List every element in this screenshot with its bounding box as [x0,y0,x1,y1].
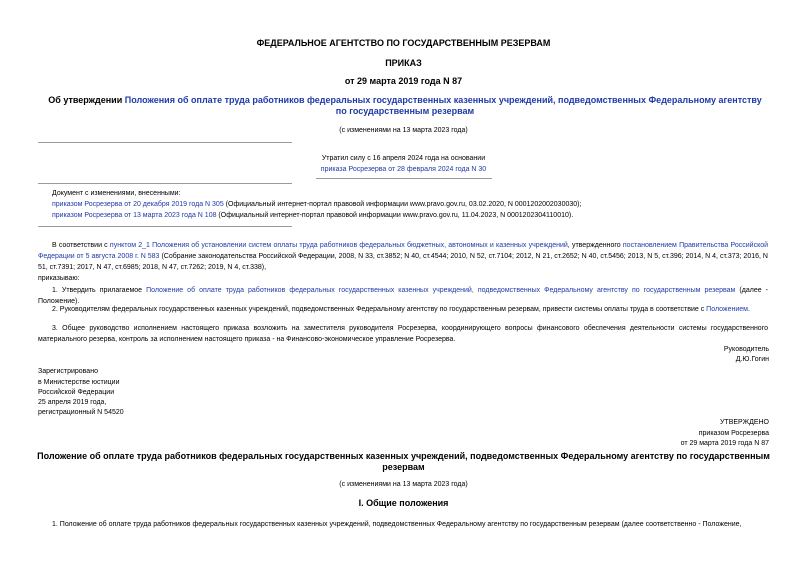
registration-line-4: 25 апреля 2019 года, [38,399,107,406]
regulation-paragraph-1: 1. Положение об оплате труда работников федеральных государственных казенных учреждений, подведомственных Федеральному агентству по государственным резервам (далее соответственно - Положение, [52,521,742,528]
registration-line-3: Российской Федерации [38,389,115,396]
doc-title-prefix: Об утверждении [48,95,125,105]
approval-line-3: от 29 марта 2019 года N 87 [680,440,769,447]
p1-text-a: 1. Утвердить прилагаемое [52,287,147,294]
changes-link-2[interactable]: приказом Росрезерва от 13 марта 2023 года N 108 [52,212,217,219]
preamble-link-2[interactable]: постановлением Правительства Российской Федерации от 5 августа 2008 г. N 583 [38,242,769,260]
divider [38,226,292,227]
regulation-amendments: (с изменениями на 13 марта 2023 года) [339,481,468,488]
divider [38,142,292,143]
divider [316,178,492,179]
amendments-note: (с изменениями на 13 марта 2023 года) [339,127,468,134]
p1-link[interactable]: Положение об оплате труда работников федеральных государственных казенных учреждений, подведомственных Федеральному агентству по государственным резервам [146,287,736,294]
agency-name: ФЕДЕРАЛЬНОЕ АГЕНТСТВО ПО ГОСУДАРСТВЕННЫМ РЕЗЕРВАМ [256,38,551,48]
preamble-text-b: , утвержденного [567,242,623,249]
registration-line-1: Зарегистрировано [38,368,98,375]
order-word: приказываю: [38,275,80,282]
expired-link[interactable]: приказа Росрезерва от 28 февраля 2024 года N 30 [320,166,487,173]
divider [38,183,292,184]
regulation-title-line-2: резервам [382,462,425,472]
regulation-link[interactable]: Положения об оплате труда работников федеральных государственных казенных учреждений, подведомственных Федеральному агентству по государственным резервам [124,95,762,116]
paragraph-preamble [38,240,768,273]
changes-link-1[interactable]: приказом Росрезерва от 20 декабря 2019 года N 305 [52,201,224,208]
signature-name: Д.Ю.Гогин [735,356,769,363]
registration-line-5: регистрационный N 54520 [38,409,124,416]
expired-line: Утратил силу с 16 апреля 2024 года на основании [321,155,486,162]
section-heading: I. Общие положения [358,498,449,508]
preamble-text-c: (Собрание законодательства Российской Федерации, 2008, N 33, ст.3852; N 40, ст.4544; 2010, N 52, ст.7104; 2012, N 21, ст.2652; N 40, ст.5456; 2013, N 5, ст.396; 2014, N 4, ст.373; 2016, N 51, ст.7391; 2017, N 47, ст.6985; 2018, N 47, ст.7262; 2019, N 4, ст.338), [38,253,768,271]
changes-text-2: (Официальный интернет-портал правовой информации www.pravo.gov.ru, 11.04.2023, N 0001202304110010). [216,212,574,219]
changes-text-1: (Официальный интернет-портал правовой информации www.pravo.gov.ru, 03.02.2020, N 0001202002030030); [223,201,582,208]
approval-line-2: приказом Росрезерва [698,430,769,437]
changes-item-2 [52,211,573,221]
doc-title [45,95,765,117]
doc-type: ПРИКАЗ [385,58,422,68]
approval-line-1: УТВЕРЖДЕНО [719,419,769,426]
changes-item-1 [52,200,581,210]
doc-date-number: от 29 марта 2019 года N 87 [344,76,463,86]
preamble-text-a: В соответствии с [52,242,110,249]
p2-text-b: . [747,306,750,313]
signature-role: Руководитель [723,346,769,353]
paragraph-2 [38,304,768,315]
p2-text-a: 2. Руководителям федеральных государственных казенных учреждений, подведомственных Федеральному агентству по государственным резервам, привести системы оплаты труда в соответствие с [52,306,707,313]
preamble-link-1[interactable]: пунктом 2_1 Положения об установлении систем оплаты труда работников федеральных бюджетных, автономных и казенных учреждений [109,242,568,249]
regulation-title-line-1: Положение об оплате труда работников федеральных государственных казенных учреждений, подведомственных Федеральному агентству по государственным [37,451,770,461]
changes-label: Документ с изменениями, внесенными: [52,190,181,197]
registration-line-2: в Министерстве юстиции [38,379,120,386]
p1-text-b: (далее - Положение). [38,287,768,305]
p2-link[interactable]: Положением [706,306,748,313]
paragraph-3: 3. Общее руководство исполнением настоящего приказа возложить на заместителя руководителя Росрезерва, координирующего вопросы финансового обеспечения деятельности системы государственного материального резерва, контроль за исполнением настоящего приказа - на Финансово-экономическое управление Росрезерва. [38,325,768,343]
